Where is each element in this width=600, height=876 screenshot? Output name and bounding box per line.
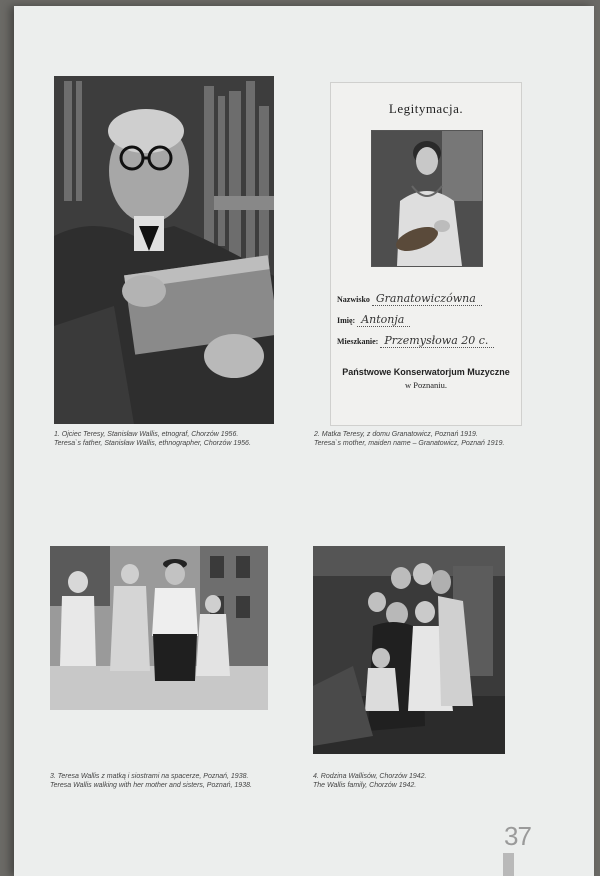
page-number-bar [503, 853, 514, 876]
book-page [14, 6, 594, 876]
legitymacja-document [330, 82, 522, 426]
father-photo-image [54, 76, 274, 424]
field-surname-label: Nazwisko [337, 295, 370, 304]
caption-2 [314, 430, 554, 448]
caption-3-en: Teresa Wallis walking with her mother and sisters, Poznań, 1938. [50, 782, 252, 789]
institution-line-2: w Poznaniu. [404, 380, 448, 390]
field-address-label: Mieszkanie: [337, 337, 379, 346]
caption-2-en: Teresa`s mother, maiden name – Granatowicz, Poznań 1919. [314, 440, 505, 447]
field-firstname-value: Antonja [357, 313, 410, 327]
field-surname [337, 292, 482, 305]
document-portrait [371, 130, 483, 267]
page-number: 37 [504, 821, 531, 851]
caption-1 [54, 430, 294, 448]
caption-1-en: Teresa`s father, Stanisław Wallis, ethnographer, Chorzów 1956. [54, 440, 251, 447]
caption-3 [50, 772, 290, 790]
field-address [337, 334, 494, 347]
institution-name [331, 366, 521, 392]
document-title: Legitymacja. [388, 101, 464, 116]
photo-father [54, 76, 274, 424]
caption-2-pl: 2. Matka Teresy, z domu Granatowicz, Poznań 1919. [314, 431, 478, 438]
institution-line-1: Państwowe Konserwatorjum Muzyczne [342, 367, 510, 377]
caption-3-pl: 3. Teresa Wallis z matką i siostrami na spacerze, Poznań, 1938. [50, 773, 249, 780]
photo-family [313, 546, 505, 754]
field-firstname [337, 313, 410, 326]
caption-4-pl: 4. Rodzina Wallisów, Chorzów 1942. [313, 773, 427, 780]
walk-photo-image [50, 546, 268, 710]
field-firstname-label: Imię: [337, 316, 356, 325]
family-photo-image [313, 546, 505, 754]
photo-walk [50, 546, 268, 710]
field-surname-value: Granatowiczówna [372, 292, 482, 306]
caption-4-en: The Wallis family, Chorzów 1942. [313, 782, 417, 789]
caption-1-pl: 1. Ojciec Teresy, Stanisław Wallis, etnograf, Chorzów 1956. [54, 431, 239, 438]
caption-4 [313, 772, 553, 790]
portrait-image [372, 131, 482, 266]
field-address-value: Przemysłowa 20 c. [380, 334, 494, 348]
